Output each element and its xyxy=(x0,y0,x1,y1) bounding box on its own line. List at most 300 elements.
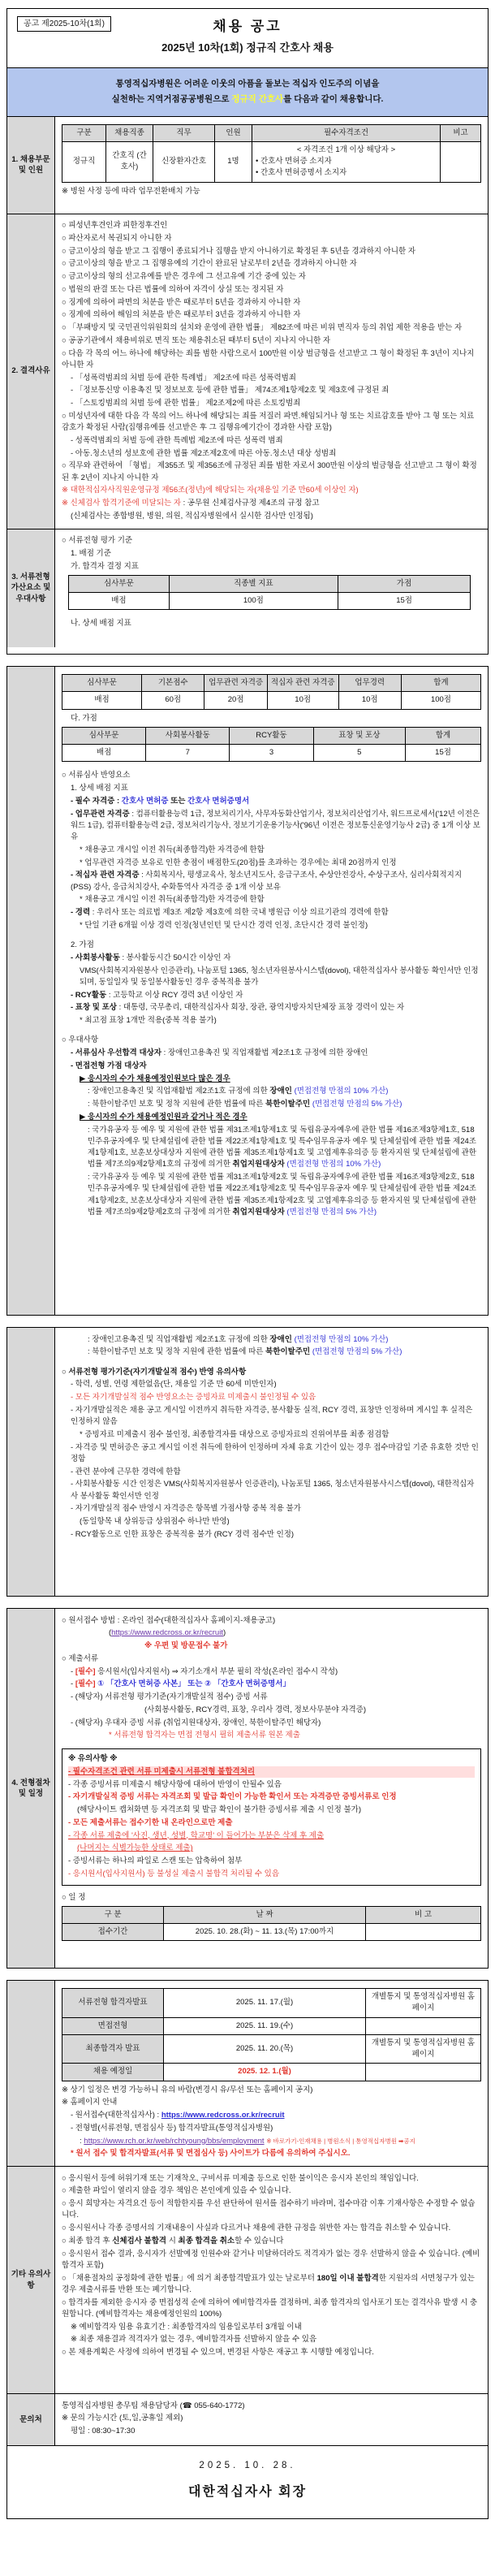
text-line xyxy=(62,2334,481,2345)
header-cell: 심사부문 xyxy=(62,675,142,692)
section-2-label: 2. 결격사유 xyxy=(7,214,55,529)
text-line xyxy=(68,1830,475,1842)
text-line xyxy=(62,1334,481,1346)
text-span: ( xyxy=(109,1628,112,1638)
qualification-item: • 간호사 면허증명서 소지자 xyxy=(256,168,347,178)
text-span: ○ 직무와 관련하여 「형법」 제355조 및 제356조에 규정된 죄를 범한 자로서 300만원 이상의 벌금형을 선고받고 그 형이 확정된 후 2년이 지나지 아니한 자 xyxy=(62,461,477,482)
text-span: 간호사 면허증명서 xyxy=(187,796,250,806)
text-span: - 자기개발실적은 채용 공고 게시일 이전까지 취득한 자격증, 봉사활동 실적, RCY 경력, 표창만 인정하며 게시일 후 실적은 인정하지 않음 xyxy=(71,1405,473,1426)
score-weight-table xyxy=(68,575,471,611)
table-header-row xyxy=(62,1906,481,1923)
text-span: ○ 본 채용계획은 사정에 의하여 변경될 수 있으며, 변경된 사항은 재공고 후 시행할 예정입니다. xyxy=(62,2348,374,2357)
text-line xyxy=(62,1172,481,1218)
text-span: 가. 합격자 결정 지표 xyxy=(71,561,139,571)
text-span: : 장애인고용촉진 및 직업재활법 제2조1호 규정에 의한 xyxy=(88,1087,270,1096)
text-line xyxy=(62,2322,481,2333)
issue-date: 2025. 10. 28. xyxy=(199,2461,296,2470)
text-line xyxy=(62,1442,481,1466)
block-schedule-etc xyxy=(6,1980,489,2519)
text-span: - 응시원서(입사지원서) 등 불성실 제출시 불합격 처리될 수 있음 xyxy=(68,1869,280,1878)
banner-line-2 xyxy=(12,93,483,106)
doc-title: 채용 공고 xyxy=(213,19,282,34)
detail-score-table xyxy=(62,674,481,710)
cell-note xyxy=(441,141,481,182)
doc-subtitle: 2025년 10차(1회) 정규직 간호사 채용 xyxy=(161,41,334,54)
text-span: (면접전형 만점의 5% 가산) xyxy=(286,1207,377,1217)
text-span: - 업무관련 자격증 xyxy=(71,809,130,819)
text-line xyxy=(62,894,481,905)
text-span: - 모든 자기개발실적 점수 반영요소는 증빙자료 미제출시 불인정될 수 있음 xyxy=(71,1393,316,1402)
text-line xyxy=(62,1679,481,1690)
text-span: ※ 홈페이지 안내 xyxy=(62,2098,118,2107)
text-span: (나머지는 식별가능한 상태로 제출) xyxy=(77,1843,193,1853)
section-4-label-empty xyxy=(7,1981,55,2166)
text-span: - 성폭력범죄의 처벌 등에 관한 특례법 제2조에 따른 성폭력 범죄 xyxy=(71,435,283,445)
text-line xyxy=(62,1405,481,1428)
text-span: : 컴퓨터활용능력 1급, 정보처리기사, 사무자동화산업기사, 정보처리산업기사, 워드프로세서('12년 이전은 워드 1급), 컴퓨터활용능력 2급, 정보처리기능사, 정보기기운용기능사('96년 이전은 정보통신운영기능사 2급) 중 1개 이상 보유 xyxy=(71,809,480,841)
header-cell: 합계 xyxy=(401,675,480,692)
text-span: ※ 신체검사 합격기준에 미달되는 자 xyxy=(62,499,181,508)
section-4-label: 4. 전형절차 및 일정 xyxy=(7,1609,55,1968)
text-span: - 필수자격조건 관련 서류 미제출시 서류전형 불합격처리 xyxy=(68,1766,256,1776)
schedule-cont-content xyxy=(55,1981,488,2166)
application-method-lines xyxy=(62,1615,481,1742)
signer: 대한적십자사 회장 xyxy=(187,2485,308,2500)
text-span: ※ 대한적십자사직원운영규정 제56조(정년)에 해당되는 자(채용일 기준 만60세 이상인 자) xyxy=(62,486,359,495)
text-span: : 고등학교 이상 RCY 경력 3년 이상인 자 xyxy=(106,990,243,1000)
text-line xyxy=(62,271,481,283)
cell-note xyxy=(366,2017,481,2034)
cell: 20점 xyxy=(204,692,267,709)
cell-duty: 신장환자간호 xyxy=(153,141,215,182)
text-span: 장애인 xyxy=(269,1334,292,1344)
text-line xyxy=(62,1002,481,1014)
text-line xyxy=(62,2273,481,2297)
section-3-intro xyxy=(62,535,481,573)
block-section3-continued-2 xyxy=(6,1327,489,1597)
banner-text: 통영적십자병원은 어려운 이웃의 아픔을 돌보는 적십자 인도주의 이념을 xyxy=(115,79,380,89)
text-span: - 각종 증빙서류 미제출시 해당사항에 대하여 반영이 안될수 있음 xyxy=(68,1779,282,1789)
cell-stage: 최종합격자 발표 xyxy=(62,2034,164,2064)
section-3-content xyxy=(55,529,488,647)
text-span: 시 xyxy=(166,2236,179,2245)
text-line xyxy=(62,1035,481,1046)
text-span: * 채용공고 개시일 이전 취득(최종합격)한 자격증에 한함 xyxy=(80,845,265,854)
contact-row xyxy=(7,2393,488,2445)
cell-date-hire: 2025. 12. 1.(월) xyxy=(164,2064,366,2081)
header-cell: 날 짜 xyxy=(164,1906,366,1923)
cell: 100점 xyxy=(401,692,480,709)
text-line xyxy=(68,1804,475,1816)
text-span: - (해당자) 서류전형 평가기준(자기개발실적 점수) 증빙 서류 xyxy=(71,1692,268,1701)
text-span: ○ 다음 각 목의 어느 하나에 해당하는 죄를 범한 사람으로서 100만원 이상 벌금형을 선고받고 그 형이 확정된 후 3년이 지나지 아니한 자 xyxy=(62,348,475,370)
header-cell: 사회봉사활동 xyxy=(146,727,230,744)
schedule-row xyxy=(62,2017,481,2034)
text-span: ○ 금고이상의 형을 받고 그 집행이 종료되거나 집행을 받지 아니하기로 확정된 후 5년을 경과하지 아니한 자 xyxy=(62,246,416,256)
text-line xyxy=(62,990,481,1001)
header-cell: 기본점수 xyxy=(142,675,204,692)
hospital-board-link[interactable]: https://www.rch.or.kr/web/rchtyoung/bbs/employment xyxy=(84,2136,265,2146)
text-span: ○ 공공기관에서 채용비위로 면직 또는 채용취소된 때부터 5년이 지나지 아니한 자 xyxy=(62,335,331,345)
text-span: * 증빙자료 미제출시 점수 불인정, 최종합격자를 대상으로 증빙자료의 진위여부를 최종 점검함 xyxy=(80,1429,390,1439)
section-3-label: 3. 서류전형 가산요소 및 우대사항 xyxy=(7,529,55,647)
text-line xyxy=(62,845,481,856)
cell: 15점 xyxy=(406,745,481,762)
section-3-cont-content xyxy=(55,667,488,1315)
text-line xyxy=(62,485,481,496)
text-line xyxy=(62,1099,481,1110)
text-line xyxy=(62,284,481,296)
text-line xyxy=(62,1653,481,1665)
text-line xyxy=(62,1392,481,1403)
text-line xyxy=(62,1429,481,1441)
text-span: (동일항목 내 상위등급 상위점수 하나만 반영) xyxy=(80,1517,230,1526)
header-cell: 적십자 관련 자격증 xyxy=(267,675,338,692)
cell-stage: 채용 예정일 xyxy=(62,2064,164,2081)
cell: 10점 xyxy=(338,692,401,709)
text-span: (해당사이트 캡처화면 등 자격조회 및 발급 확인이 불가한 증빙서류 제출 시 인정 불가) xyxy=(77,1805,362,1814)
text-line xyxy=(62,1529,481,1541)
section-3-cont2-content xyxy=(55,1328,488,1596)
text-span: 신체검사 불합격 xyxy=(112,2236,167,2245)
text-span: * 최고점 표창 1개만 적용(중복 적용 불가) xyxy=(80,1016,217,1025)
text-span: ※ 바로가기-인재채용 | 병원소식 | 통영적십자병원 ➡공지 xyxy=(266,2137,415,2145)
text-line xyxy=(62,1666,481,1678)
text-line xyxy=(62,796,481,807)
text-line xyxy=(62,2223,481,2234)
redcross-recruit-link[interactable]: https://www.redcross.or.kr/recruit xyxy=(161,2111,285,2120)
cell-note xyxy=(366,2064,481,2081)
text-span: ※ 유의사항 ※ xyxy=(68,1754,118,1763)
cell: 60점 xyxy=(142,692,204,709)
text-span: - xyxy=(71,1666,75,1676)
text-span: ○ 합격자를 제외한 응시자 중 면접성적 순에 의하여 예비합격자를 결정하며, 최종 합격자의 입사포기 또는 결격사유 발생 시 충원합니다. (예비합격자는 채용예정인원의 100%) xyxy=(62,2297,478,2319)
text-span: [필수] xyxy=(75,1679,96,1689)
text-line xyxy=(62,2136,481,2147)
text-line xyxy=(62,309,481,321)
text-span: - 자기개발실적 증빙 서류는 자격조회 및 발급 확인이 가능한 확인서 또는 자격증만 증빙서류로 인정 xyxy=(68,1792,397,1802)
header-cell: 업무경력 xyxy=(338,675,401,692)
text-span: 평일 : 08:30~17:30 xyxy=(71,2427,136,2436)
text-line xyxy=(62,907,481,918)
text-line xyxy=(62,2085,481,2096)
text-line xyxy=(68,1843,475,1854)
text-line xyxy=(62,2236,481,2247)
text-line xyxy=(62,2347,481,2358)
text-span: ○ 응시원서나 각종 증명서의 기재내용이 사실과 다르거나 채용에 관한 규정을 위반한 자는 합격을 취소할 수 있습니다. xyxy=(62,2224,451,2232)
text-line xyxy=(62,2123,481,2134)
header-cell: 비 고 xyxy=(366,1906,481,1923)
text-span: - 「스토킹범죄의 처벌 등에 관한 법률」 제2조제2에 따른 소토킹범죄 xyxy=(71,399,301,408)
bonus-score-table xyxy=(62,727,481,763)
text-line xyxy=(62,561,481,573)
text-line xyxy=(62,783,481,794)
text-span: - 자기개발실적 점수 반영시 자격증은 항목별 가점사항 중복 적용 불가 xyxy=(71,1504,301,1514)
cell: 배점 xyxy=(62,692,142,709)
text-span: - 아동.청소년의 성보호에 관한 법률 제2조제2호에 따른 아동.청소년 대상 성범죄 xyxy=(71,448,337,458)
cell-note: 개별통지 및 통영적십자병원 홈페이지 xyxy=(366,1989,481,2018)
text-span: - RCY활동으로 인한 표창은 중복적용 불가 (RCY 경력 점수만 인정) xyxy=(71,1529,295,1539)
text-line xyxy=(62,398,481,409)
text-line xyxy=(68,1779,475,1791)
cell-note xyxy=(366,1924,481,1941)
text-line xyxy=(62,1112,481,1123)
text-span: : 봉사활동시간 50시간 이상인 자 xyxy=(119,953,231,962)
text-span: 최종 합격을 취소 xyxy=(178,2236,235,2245)
qualification-item: • 간호사 면허증 소지자 xyxy=(256,157,332,166)
schedule-heading: ○ 일 정 xyxy=(62,1892,86,1902)
text-span: ※ 예비합격자 임용 유효기간 : 최종합격자의 임용일로부터 3개월 이내 xyxy=(71,2322,302,2332)
text-span: * 단일 기관 6개월 이상 경력 인정(청년인턴 및 단시간 경력 인정, 초단시간 경력 불인정) xyxy=(80,920,368,930)
text-span: ① 「간호사 면허증 사본」 또는 ② 「간호사 면허증명서」 xyxy=(97,1679,291,1689)
section-4-content xyxy=(55,1609,488,1968)
header-cell: 구 분 xyxy=(62,1906,164,1923)
text-line xyxy=(62,2249,481,2272)
text-line xyxy=(68,1766,475,1778)
text-span: - 자격증 및 면허증은 공고 게시일 이전 취득에 한하여 인정하며 자체 유효 기간이 있는 경우 접수마감일 기준 유효한 것만 인정함 xyxy=(71,1442,479,1463)
text-line xyxy=(62,1627,481,1639)
section-1-label: 1. 채용부문 및 인원 xyxy=(7,117,55,214)
cell-date: 2025. 11. 20.(목) xyxy=(164,2034,366,2064)
text-span: ○ 원서접수 방법 : 온라인 접수(대한적십자사 홈페이지-채용공고) xyxy=(62,1615,276,1625)
recruitment-table xyxy=(62,124,481,183)
text-line xyxy=(62,246,481,257)
document-header xyxy=(7,9,488,67)
text-line xyxy=(62,297,481,309)
cell: 7 xyxy=(146,745,230,762)
text-span: 북한이탈주민 xyxy=(265,1100,311,1109)
header-cell: 필수자격조건 xyxy=(252,124,441,141)
text-line xyxy=(62,548,481,560)
text-span: 180일 이내 불합격 xyxy=(316,2273,379,2283)
text-span: 응시원서(입사지원서) ⇒ 자기소개서 부분 필히 작성(온라인 접수시 작성) xyxy=(95,1666,338,1676)
text-line xyxy=(62,2097,481,2108)
bonus-score-heading: 다. 가점 xyxy=(71,713,97,723)
text-line xyxy=(62,1692,481,1703)
text-line xyxy=(68,1792,475,1803)
section-3-cont2-row xyxy=(7,1328,488,1596)
text-line xyxy=(62,2110,481,2121)
contact-content xyxy=(55,2394,488,2445)
table-header-row xyxy=(62,727,481,744)
text-span: ○ 미성년자에 대한 다음 각 목의 어느 하나에 해당되는 죄를 저질러 파면.해임되거나 형 또는 치료감호를 받아 그 형 또는 치료감호가 확정된 사람(집행유예를 선고받은 후 그 집행유예기간이 경과한 사람 포함) xyxy=(62,411,475,432)
text-line xyxy=(62,258,481,270)
text-line xyxy=(62,1718,481,1729)
text-line xyxy=(62,2185,481,2197)
schedule-row xyxy=(62,2034,481,2064)
banner-text: 를 다음과 같이 채용합니다. xyxy=(283,93,384,104)
text-span: - 원서접수(대한적십자사) : xyxy=(71,2111,161,2120)
text-span: ※ 우편 및 방문접수 불가 xyxy=(144,1641,228,1650)
text-span: ○ 서류심사 반영요소 xyxy=(62,771,131,780)
text-line xyxy=(62,1705,481,1716)
text-span: (면접전형 만점의 10% 가산) xyxy=(294,1334,389,1344)
cell: 배점 xyxy=(69,593,170,610)
text-line xyxy=(62,233,481,244)
table-header-row xyxy=(62,675,481,692)
header-cell: RCY활동 xyxy=(230,727,313,744)
text-span: ○ 금고이상의 형을 받고 그 집행유예의 기간이 완료된 날로부터 2년을 경과하지 아니한 자 xyxy=(62,259,357,269)
text-line xyxy=(68,1869,475,1880)
section-2-row xyxy=(7,214,488,529)
table-header-row xyxy=(62,124,481,141)
text-span: 또는 xyxy=(168,796,188,806)
table-row xyxy=(62,141,481,182)
text-span: * 채용공고 개시일 이전 취득(최종합격)한 자격증에 한함 xyxy=(80,895,265,905)
table-row xyxy=(69,593,471,610)
text-line xyxy=(62,348,481,372)
text-line xyxy=(62,770,481,781)
text-span: - 「정보통신망 이용촉진 및 정보보호 등에 관한 법률」 제74조제1항제2호 및 제3호에 규정된 죄 xyxy=(71,386,390,395)
text-line xyxy=(68,1817,475,1829)
header-cell: 합계 xyxy=(406,727,481,744)
cell-job-type: 간호직 (간호사) xyxy=(106,141,153,182)
text-line xyxy=(62,1074,481,1085)
text-span: (면접전형 만점의 5% 가산) xyxy=(312,1100,402,1109)
table-row xyxy=(62,745,481,762)
text-span: : 공무원 신체검사규정 제4조의 규정 참고 xyxy=(181,499,320,508)
text-line xyxy=(62,435,481,447)
text-span: ○ 징계에 의하여 해임의 처분을 받은 때로부터 3년을 경과하지 아니한 자 xyxy=(62,310,301,320)
block-section3-continued xyxy=(6,666,489,1316)
cell-date: 2025. 11. 19.(수) xyxy=(164,2017,366,2034)
text-span: 북한이탈주민 xyxy=(265,1347,311,1357)
section-1-row xyxy=(7,116,488,214)
text-line xyxy=(62,1615,481,1627)
text-span: (신체검사는 종합병원, 병원, 의원, 적십자병원에서 실시한 검사만 인정됨) xyxy=(71,511,313,521)
text-line xyxy=(62,870,481,893)
text-line xyxy=(62,1048,481,1059)
text-span: ※ 문의 가능시간 (토,일,공휴일 제외) xyxy=(62,2414,183,2423)
text-span: - 필수 자격증 : xyxy=(71,796,122,806)
etc-row xyxy=(7,2166,488,2393)
header-cell: 가점 xyxy=(338,575,470,592)
text-line xyxy=(62,953,481,964)
text-span: ○ 우대사항 xyxy=(62,1035,99,1045)
etc-content xyxy=(55,2167,488,2393)
header-cell: 비고 xyxy=(441,124,481,141)
text-line xyxy=(62,1125,481,1171)
text-span: - 증빙서류는 하나의 파일로 스캔 또는 압축하여 첨부 xyxy=(68,1856,243,1865)
text-span: 간호사 면허증 xyxy=(121,796,169,806)
cell-qualifications xyxy=(252,141,441,182)
text-line xyxy=(62,1730,481,1741)
text-span: - xyxy=(71,1679,75,1689)
text-line xyxy=(62,2413,481,2424)
schedule-row xyxy=(62,1989,481,2018)
text-span: ○ 파산자로서 복권되지 아니한 자 xyxy=(62,233,172,243)
text-span: : 국가유공자 등 예우 및 지원에 관한 법률 제31조제1항제2호 및 독립유공자예우에 관한 법률 제16조제3항제2호, 518민주유공자예우 및 단체설립에 관한 법률 제22조제1항제2호 및 특수임무유공자 예우 및 단체설립에 관한 법률 제24조제1항제2호, 보훈보상대상자 지원에 관한 법률 제35조제1항제2호 및 고엽제후유의증 등 환자지원 및 단체설립에 관한 법률 제7조의9제2항제2호의 규정에 의거한 xyxy=(88,1173,476,1217)
text-line xyxy=(62,1640,481,1652)
cell: 10점 xyxy=(267,692,338,709)
text-line xyxy=(62,1061,481,1072)
schedule-row xyxy=(62,1924,481,1941)
text-span: - 서류심사 우선합격 대상자 xyxy=(71,1048,162,1057)
text-span: : 사회복지사, 평생교육사, 청소년지도사, 응급구조사, 수상안전강사, 수상구조사, 심리사회적지지(PSS) 강사, 응급처치강사, 수화통역사 자격증 중 1개 이상 보유 xyxy=(71,871,462,892)
footer xyxy=(7,2445,488,2518)
text-span: ○ 응시원서 접수 결과, 응시자가 선발예정 인원수와 같거나 미달하더라도 적격자가 없는 경우 선발하지 않을 수 있습니다. (예비합격자 포함) xyxy=(62,2249,480,2270)
text-span: 1. 배점 기준 xyxy=(71,548,111,558)
text-span: : 북한이탈주민 보호 및 정착 지원에 관한 법률에 따른 xyxy=(88,1100,266,1109)
cell-count: 1명 xyxy=(215,141,252,182)
text-span: - 전형별(서류전형, 면접심사 등) 합격자발표(통영적십자병원) xyxy=(71,2123,273,2133)
section-1-content xyxy=(55,117,488,214)
text-line xyxy=(62,1467,481,1478)
text-line xyxy=(62,966,481,989)
header-cell: 채용직종 xyxy=(106,124,153,141)
text-span: VMS(사회복지자원봉사 인증관리), 나눔포털 1365, 청소년자원봉사시스템(dovol), 대한적십자사 봉사활동 확인서만 인정되며, 동일일자 및 동일봉사활동인 경우 중복적용 불가 xyxy=(80,966,479,987)
text-line xyxy=(62,920,481,931)
intro-banner xyxy=(7,67,488,116)
text-line xyxy=(62,448,481,460)
text-span: ○ 서류전형 평가 기준 xyxy=(62,536,133,545)
text-span: ▶ 응시자의 수가 채용예정인원보다 많은 경우 xyxy=(80,1074,230,1083)
text-span: ○ 징계에 의하여 파면의 처분을 받은 때로부터 5년을 경과하지 아니한 자 xyxy=(62,297,301,307)
section-1-note: ※ 병원 사정 등에 따라 업무전환배치 가능 xyxy=(62,186,200,196)
text-span: : 우리사 또는 의료법 제3조 제2항 제3호에 의한 국내 병원급 이상 의료기관의 경력에 한함 xyxy=(90,908,389,917)
text-span: ○ 피성년후견인과 피한정후견인 xyxy=(62,221,168,230)
text-span: 1. 상세 배점 지표 xyxy=(71,784,128,793)
text-span: ○ 금고이상의 형의 선고유예를 받은 경우에 그 선고유예 기간 중에 있는 자 xyxy=(62,272,306,281)
caution-box xyxy=(62,1748,481,1886)
cell-stage: 서류전형 합격자발표 xyxy=(62,1989,164,2018)
banner-text: 실천하는 지역거점공공병원으로 xyxy=(111,93,232,104)
section-3-cont-row xyxy=(7,667,488,1315)
table-row xyxy=(62,692,481,709)
cell: 15점 xyxy=(338,593,470,610)
cell-date: 2025. 10. 28.(화) ~ 11. 13.(목) 17:00까지 xyxy=(164,1924,366,1941)
text-span: 취업지원대상자 xyxy=(232,1207,285,1217)
text-line xyxy=(62,460,481,484)
cell-date: 2025. 11. 17.(월) xyxy=(164,1989,366,2018)
text-span: - 적십자 관련 자격증 xyxy=(71,871,140,880)
text-line xyxy=(62,335,481,347)
text-span: - (해당자) 우대자 증빙 서류 (취업지원대상자, 장애인, 북한이탈주민 해당자) xyxy=(71,1718,321,1727)
text-line xyxy=(62,2401,481,2412)
text-span: 한 지원자의 서면청구가 있는 경우 제출서류를 반환 또는 폐기합니다. xyxy=(62,2273,475,2294)
block-section4 xyxy=(6,1608,489,1969)
text-span: - 표창 및 포상 xyxy=(71,1003,117,1013)
text-span: ○ 응시 희망자는 자격요건 등이 적합한지를 우선 판단하여 원서를 접수하기 바라며, 접수마감 이후 기재사항은 수정할 수 없습니다. xyxy=(62,2199,476,2220)
detail-score-heading: 나. 상세 배점 지표 xyxy=(71,619,131,629)
text-span: - 관련 분야에 근무한 경력에 한함 xyxy=(71,1467,181,1476)
section-3-label-empty xyxy=(7,667,55,1315)
text-span: ○ 최종 합격 후 xyxy=(62,2236,113,2245)
cell-stage: 접수기간 xyxy=(62,1924,164,1941)
text-line xyxy=(62,498,481,509)
text-line xyxy=(62,1516,481,1528)
cell: 배점 xyxy=(62,745,146,762)
redcross-recruit-link[interactable]: https://www.redcross.or.kr/recruit xyxy=(111,1628,223,1638)
text-span: 2. 가점 xyxy=(71,940,94,949)
cell: 5 xyxy=(313,745,406,762)
cell: 3 xyxy=(230,745,313,762)
text-span: (사회봉사활동, RCY경력, 표창, 우리사 경력, 정보사무분야 자격증) xyxy=(144,1705,367,1714)
header-cell: 업무관련 자격증 xyxy=(204,675,267,692)
text-span: 장애인 xyxy=(269,1087,292,1096)
header-cell: 직무 xyxy=(153,124,215,141)
text-line xyxy=(62,322,481,334)
text-line xyxy=(62,511,481,522)
text-line xyxy=(62,1346,481,1358)
text-span: - 사회봉사활동 xyxy=(71,953,120,962)
text-line xyxy=(62,809,481,844)
banner-highlight: 정규직 간호사 xyxy=(231,93,284,104)
text-line xyxy=(62,2173,481,2185)
text-span: - 각종 서류 제출에 '사진, 생년, 성별, 학교명' 이 들어가는 부분은 삭제 후 제출 xyxy=(68,1830,325,1840)
text-line xyxy=(62,535,481,547)
text-line xyxy=(62,220,481,231)
